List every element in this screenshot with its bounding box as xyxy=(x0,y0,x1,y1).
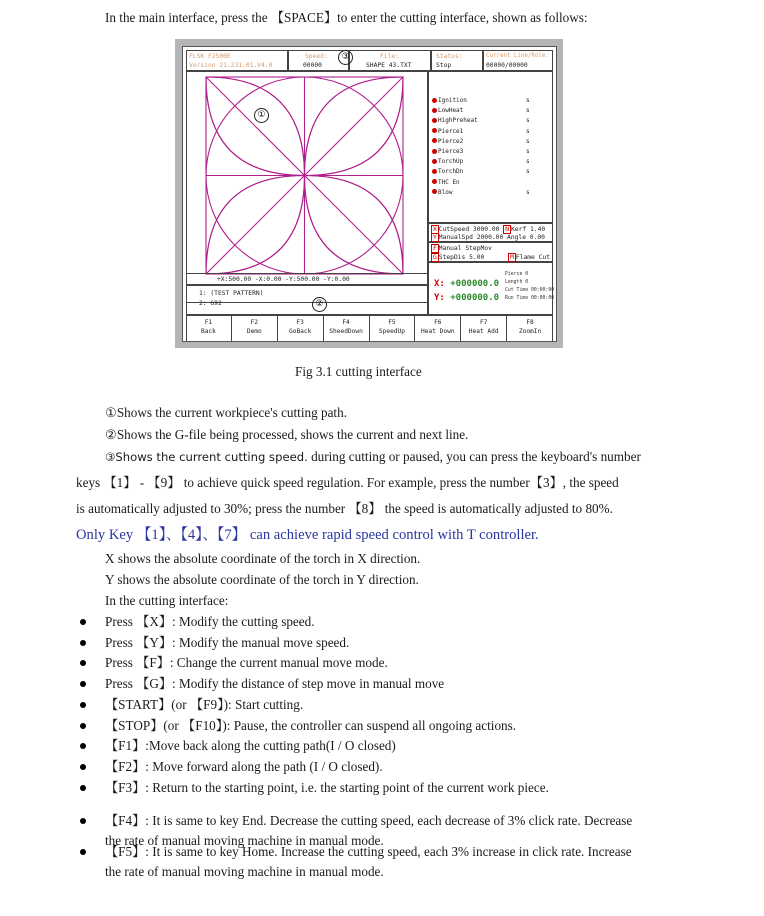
bullet-dot xyxy=(80,640,86,646)
fkey-f8-button[interactable] xyxy=(507,315,553,341)
manualspd-value: ManualSpd 2000.00 Angle 0.00 xyxy=(438,234,545,241)
key-bullet-item: 【F2】: Move forward along the path (I / O closed). xyxy=(105,758,383,774)
desc-speed-lead: ③Shows the current cutting speed. xyxy=(105,450,308,464)
bullet-dot xyxy=(80,681,86,687)
key-bullet-item: Press 【F】: Change the current manual move mode. xyxy=(105,655,388,671)
only-key-note: Only Key 【1】、【4】、【7】 can achieve rapid speed control with T controller. xyxy=(76,527,539,543)
signal-indicator-icon xyxy=(432,169,437,174)
key-bullet-item: Press 【Y】: Modify the manual move speed. xyxy=(105,634,350,650)
kerf-value: Kerf 1.40 xyxy=(511,226,546,233)
limits-line: +X:500.00 -X:0.00 -Y:500.00 -Y:0.00 xyxy=(217,276,350,283)
model-label: FLSK F2500E xyxy=(189,53,231,60)
pierce-count: Pierce 0 xyxy=(505,272,529,277)
status-value: Stop xyxy=(436,62,452,69)
header-model-cell xyxy=(186,50,288,71)
fkey-name: F7 xyxy=(479,319,488,326)
marker-two: ② xyxy=(312,297,327,312)
signal-indicator-icon xyxy=(432,189,437,194)
y-key-badge[interactable]: Y xyxy=(433,234,437,241)
bullet-f4-line1: 【F4】: It is same to key End. Decrease the cutting speed, each decrease of 3% click rate. Decrease xyxy=(105,813,633,828)
fkey-name: F2 xyxy=(250,319,259,326)
desc-speed-line3: is automatically adjusted to 30%; press the number 【8】 the speed is automatically adjusted to 80%. xyxy=(76,501,613,516)
x-key-badge[interactable]: X xyxy=(433,226,437,233)
fkey-label: Demo xyxy=(246,328,262,335)
cutspeed-value: CutSpeed 3000.00 xyxy=(438,226,500,233)
signal-row xyxy=(432,188,530,196)
key-bullet-item: 【STOP】(or 【F10】): Pause, the controller can suspend all ongoing actions. xyxy=(105,717,517,733)
signal-unit: s xyxy=(526,137,530,145)
marker-one: ① xyxy=(254,108,269,123)
m-key-badge[interactable]: M xyxy=(510,254,514,261)
signal-row xyxy=(432,107,530,115)
version-label: Version 21.231.01.V4.0 xyxy=(189,62,273,69)
desc-speed xyxy=(105,448,641,466)
signal-name: Pierce2 xyxy=(438,137,464,145)
key-bullet-item: Press 【X】: Modify the cutting speed. xyxy=(105,614,315,629)
fkey-f3-button[interactable] xyxy=(278,315,324,341)
signal-indicator-icon xyxy=(432,128,437,133)
n-key-badge[interactable]: N xyxy=(505,226,510,233)
signal-row xyxy=(432,179,460,186)
signal-unit: s xyxy=(526,168,530,176)
signal-row xyxy=(432,148,530,155)
file-label: File: xyxy=(380,53,399,60)
desc-path: ①Shows the current workpiece's cutting path. xyxy=(105,405,347,420)
manual-mode: Manual StepMov xyxy=(438,245,492,252)
signal-indicator-icon xyxy=(432,159,437,164)
signal-unit: s xyxy=(526,148,530,155)
stepdis-value: StepDis 5.00 xyxy=(438,254,485,261)
signal-indicator-icon xyxy=(432,108,437,113)
bullet-dot xyxy=(80,619,86,625)
fkey-name: F6 xyxy=(434,319,442,326)
signal-indicator-icon xyxy=(432,138,437,143)
status-label: Status: xyxy=(436,53,463,60)
signal-row xyxy=(432,137,530,145)
fkey-label: SpeedUp xyxy=(378,328,405,335)
fkey-f4-button[interactable] xyxy=(324,315,370,341)
signal-name: Blow xyxy=(438,188,453,196)
line-value: 00000/00000 xyxy=(486,62,528,69)
signal-unit: s xyxy=(526,97,530,104)
signal-unit: s xyxy=(526,188,530,196)
x-axis-label: X: xyxy=(434,279,445,289)
fkey-f2-button[interactable] xyxy=(232,315,278,341)
signal-row xyxy=(432,117,530,125)
signal-row xyxy=(432,158,530,166)
bullet-dot xyxy=(80,785,86,791)
cutting-interface-figure xyxy=(175,39,563,348)
key-bullet-item: Press 【G】: Modify the distance of step move in manual move xyxy=(105,676,445,692)
speed-value: 00000 xyxy=(303,62,322,69)
bullet-dot xyxy=(80,764,86,770)
figure-caption: Fig 3.1 cutting interface xyxy=(295,364,422,379)
signal-name: HighPreheat xyxy=(438,117,478,125)
header-file-cell xyxy=(349,50,431,71)
signal-indicator-icon xyxy=(432,179,437,184)
signal-name: TorchDn xyxy=(438,168,464,176)
signal-indicator-icon xyxy=(432,149,437,154)
fkey-name: F4 xyxy=(342,319,350,326)
bullet-f5-line1: 【F5】: It is same to key Home. Increase the cutting speed, each 3% increase in click rate. Increase xyxy=(105,844,632,859)
bullet-dot xyxy=(80,849,86,855)
key-bullet-item: 【START】(or 【F9】): Start cutting. xyxy=(105,696,304,712)
signal-indicator-icon xyxy=(432,118,437,123)
fkey-f7-button[interactable] xyxy=(461,315,507,341)
stats-block xyxy=(505,271,554,303)
flame-cut-value: Flame Cut xyxy=(515,254,551,261)
signal-name: TorchUp xyxy=(438,158,464,166)
signal-unit: s xyxy=(526,107,530,115)
signal-unit: s xyxy=(526,117,530,125)
fkey-name: F3 xyxy=(296,319,304,326)
bullet-dot xyxy=(80,702,86,708)
speed-label: Speed: xyxy=(305,53,328,60)
fkey-label: ZoomIn xyxy=(518,328,542,335)
bullet-dot xyxy=(80,723,86,729)
fkey-label: SheedDown xyxy=(329,328,363,335)
fkey-label: GoBack xyxy=(289,328,312,335)
run-time-value: Run Time 00:00:00 xyxy=(505,296,555,301)
desc-gfile: ②Shows the G-file being processed, shows the current and next line. xyxy=(105,427,469,442)
f-key-badge[interactable]: F xyxy=(433,245,437,252)
bullet-dot xyxy=(80,743,86,749)
length-value: Length 0 xyxy=(505,280,529,285)
x-coordinate-value: +000000.0 xyxy=(450,279,500,289)
in-cutting-heading: In the cutting interface: xyxy=(105,593,229,608)
header-status-cell xyxy=(431,50,483,71)
signal-name: Pierce1 xyxy=(438,127,464,135)
limits-cell xyxy=(186,273,428,285)
manual-params-cell xyxy=(428,242,553,262)
signal-name: LowHeat xyxy=(438,107,464,115)
bullet-f5-line2: the rate of manual moving machine in manual mode. xyxy=(105,864,384,879)
fkey-f5-button[interactable] xyxy=(370,315,416,341)
signal-unit: s xyxy=(526,127,530,135)
key-bullet-item: 【F1】:Move back along the cutting path(I / O closed) xyxy=(105,738,396,754)
cut-time-value: Cut Time 00:00:00 xyxy=(505,288,555,293)
signal-row xyxy=(432,97,530,104)
y-axis-label: Y: xyxy=(434,293,445,303)
signal-name: Pierce3 xyxy=(438,148,464,155)
gfile-cell xyxy=(186,285,428,315)
fkey-name: F1 xyxy=(204,319,213,326)
desc-speed-line2: keys 【1】 - 【9】 to achieve quick speed regulation. For example, press the number【3】, the speed xyxy=(76,475,619,490)
g-key-badge[interactable]: G xyxy=(433,254,437,261)
signal-unit: s xyxy=(526,158,530,166)
fkey-label: Heat Add xyxy=(468,328,499,335)
key-bullet-item: 【F3】: Return to the starting point, i.e. the starting point of the current work piece. xyxy=(105,779,549,795)
cutting-path-drawing xyxy=(205,76,404,275)
signal-row xyxy=(432,127,530,135)
header-line-cell xyxy=(483,50,553,71)
bullet-dot xyxy=(80,818,86,824)
marker-three: ③ xyxy=(338,50,353,65)
intro-text: In the main interface, press the 【SPACE】to enter the cutting interface, shown as follows: xyxy=(105,10,588,25)
fkey-f6-button[interactable] xyxy=(415,315,461,341)
desc-speed-rest: during cutting or paused, you can press the keyboard's number xyxy=(307,449,641,464)
fkey-f1-button[interactable] xyxy=(186,315,232,341)
fkey-name: F5 xyxy=(388,319,396,326)
bullet-dot xyxy=(80,660,86,666)
signals-panel xyxy=(428,71,553,223)
x-shows: X shows the absolute coordinate of the torch in X direction. xyxy=(105,551,421,566)
gfile-line-2: 2: G92 xyxy=(199,300,222,307)
fkey-label: Back xyxy=(200,328,216,335)
signal-name: THC En xyxy=(438,178,460,186)
cutting-screen xyxy=(182,46,557,342)
y-coordinate-value: +000000.0 xyxy=(450,293,500,303)
signal-name: Ignition xyxy=(438,97,467,104)
y-shows: Y shows the absolute coordinate of the torch in Y direction. xyxy=(105,572,419,587)
fkey-name: F8 xyxy=(526,319,534,326)
signal-indicator-icon xyxy=(432,98,437,103)
fkey-label: Heat Down xyxy=(421,328,455,335)
signal-row xyxy=(432,168,530,176)
file-value: SHAPE 43.TXT xyxy=(366,62,412,69)
gfile-line-1: 1: (TEST PATTERN) xyxy=(199,290,264,297)
speed-params-cell xyxy=(428,223,553,242)
line-label: Current Line/Role: xyxy=(486,53,549,59)
bullet-f4-line2: the rate of manual moving machine in manual mode. xyxy=(105,833,384,848)
